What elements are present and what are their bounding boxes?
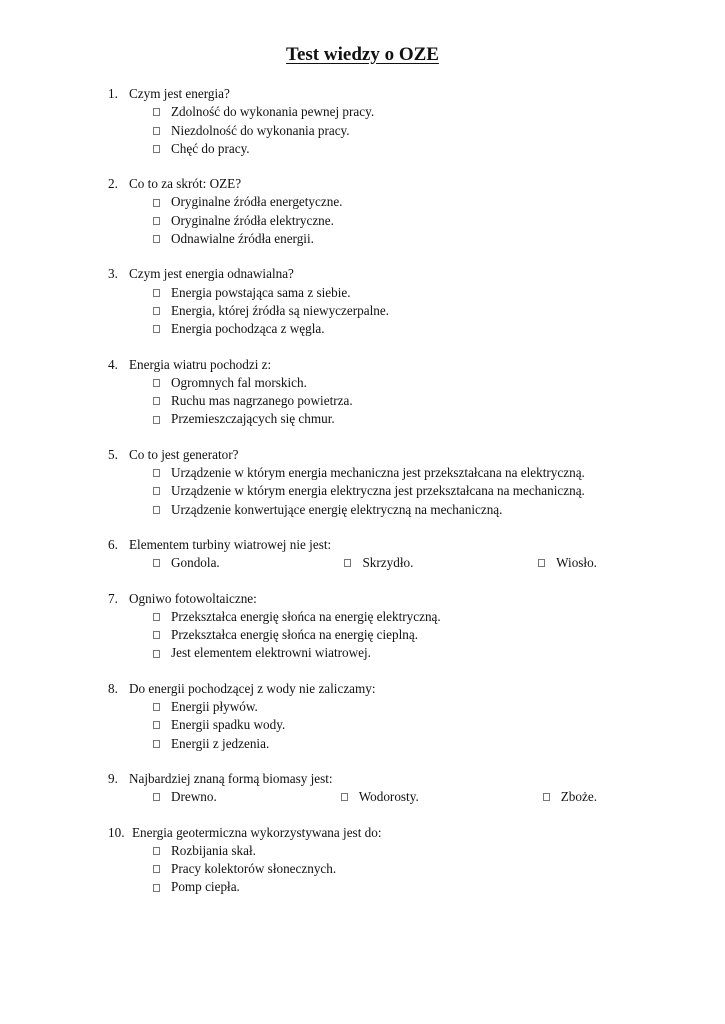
answer-option[interactable] xyxy=(153,482,608,500)
question-6 xyxy=(108,536,608,573)
answer-option[interactable] xyxy=(153,302,608,320)
question-number: 1. xyxy=(108,86,118,101)
answer-text: Jest elementem elektrowni wiatrowej. xyxy=(171,645,371,661)
checkbox[interactable] xyxy=(153,487,160,495)
question-4 xyxy=(108,356,608,429)
checkbox[interactable] xyxy=(153,108,160,116)
answer-option[interactable] xyxy=(153,230,608,248)
question-number: 3. xyxy=(108,266,118,282)
answer-text: Urządzenie konwertujące energię elektryczną na mechaniczną. xyxy=(171,501,503,517)
checkbox[interactable] xyxy=(153,199,160,207)
answer-text: Przekształca energię słońca na energię cieplną. xyxy=(171,627,419,643)
answer-option[interactable] xyxy=(153,626,608,644)
answer-text: Pracy kolektorów słonecznych. xyxy=(171,861,337,877)
checkbox[interactable] xyxy=(538,559,545,567)
checkbox[interactable] xyxy=(153,613,160,621)
answer-text: Energii pływów. xyxy=(171,699,258,715)
answer-option[interactable] xyxy=(341,788,419,806)
checkbox[interactable] xyxy=(153,740,160,748)
answer-text: Urządzenie w którym energia elektryczna jest przekształcana na mechaniczną. xyxy=(171,483,585,499)
answer-text: Energia powstająca sama z siebie. xyxy=(171,284,351,300)
answer-option[interactable] xyxy=(153,410,608,428)
question-number: 7. xyxy=(108,590,118,606)
answer-text: Oryginalne źródła elektryczne. xyxy=(171,212,334,228)
question-1 xyxy=(108,85,608,158)
answer-text: Oryginalne źródła energetyczne. xyxy=(171,194,343,210)
answer-options xyxy=(153,554,597,572)
answer-text: Przemieszczających się chmur. xyxy=(171,411,335,427)
answer-options xyxy=(153,608,608,663)
question-prompt xyxy=(108,356,608,374)
question-text: Co to jest generator? xyxy=(129,446,239,462)
question-8 xyxy=(108,680,608,753)
answer-text: Ogromnych fal morskich. xyxy=(171,374,307,390)
checkbox[interactable] xyxy=(153,650,160,658)
checkbox[interactable] xyxy=(153,289,160,297)
answer-text: Skrzydło. xyxy=(362,555,414,571)
question-3 xyxy=(108,265,608,338)
answer-option[interactable] xyxy=(153,122,608,140)
checkbox[interactable] xyxy=(153,847,160,855)
answer-option[interactable] xyxy=(153,878,608,896)
question-prompt xyxy=(108,446,608,464)
question-text: Czym jest energia? xyxy=(129,86,230,101)
answer-option[interactable] xyxy=(153,284,608,302)
question-text: Energia geotermiczna wykorzystywana jest do: xyxy=(132,824,382,840)
checkbox[interactable] xyxy=(153,884,160,892)
question-text: Najbardziej znaną formą biomasy jest: xyxy=(129,770,333,786)
answer-text: Urządzenie w którym energia mechaniczna jest przekształcana na elektryczną. xyxy=(171,465,585,481)
question-text: Do energii pochodzącej z wody nie zaliczamy: xyxy=(129,680,376,696)
checkbox[interactable] xyxy=(153,721,160,729)
answer-option[interactable] xyxy=(153,392,608,410)
answer-option[interactable] xyxy=(538,554,597,572)
question-number: 5. xyxy=(108,446,118,462)
answer-option[interactable] xyxy=(153,716,608,734)
answer-option[interactable] xyxy=(153,103,608,121)
answer-option[interactable] xyxy=(543,788,597,806)
checkbox[interactable] xyxy=(153,416,160,424)
checkbox[interactable] xyxy=(153,703,160,711)
answer-text: Energii z jedzenia. xyxy=(171,735,270,751)
answer-text: Zboże. xyxy=(560,789,597,805)
checkbox[interactable] xyxy=(153,379,160,387)
checkbox[interactable] xyxy=(153,559,160,567)
answer-option[interactable] xyxy=(153,554,220,572)
question-2 xyxy=(108,175,608,248)
answer-options xyxy=(153,464,608,519)
question-prompt xyxy=(108,770,608,788)
answer-options xyxy=(153,374,608,429)
question-text: Co to za skrót: OZE? xyxy=(129,176,242,192)
question-number: 2. xyxy=(108,176,118,192)
answer-option[interactable] xyxy=(153,501,608,519)
answer-option[interactable] xyxy=(153,698,608,716)
answer-option[interactable] xyxy=(153,788,217,806)
answer-option[interactable] xyxy=(153,320,608,338)
checkbox[interactable] xyxy=(153,325,160,333)
answer-text: Energia pochodząca z węgla. xyxy=(171,321,325,337)
checkbox[interactable] xyxy=(153,397,160,405)
answer-option[interactable] xyxy=(153,374,608,392)
question-5 xyxy=(108,446,608,519)
answer-option[interactable] xyxy=(153,193,608,211)
answer-options xyxy=(153,842,608,897)
checkbox[interactable] xyxy=(344,559,351,567)
question-number: 9. xyxy=(108,770,118,786)
question-text: Ogniwo fotowoltaiczne: xyxy=(129,590,257,606)
question-text: Energia wiatru pochodzi z: xyxy=(129,356,272,372)
question-list xyxy=(108,85,608,914)
answer-text: Wodorosty. xyxy=(358,789,419,805)
answer-text: Zdolność do wykonania pewnej pracy. xyxy=(171,104,375,120)
answer-text: Niezdolność do wykonania pracy. xyxy=(171,122,350,138)
answer-text: Ruchu mas nagrzanego powietrza. xyxy=(171,393,353,409)
answer-text: Pomp ciepła. xyxy=(171,879,240,895)
checkbox[interactable] xyxy=(153,506,160,514)
checkbox[interactable] xyxy=(153,469,160,477)
answer-option[interactable] xyxy=(344,554,413,572)
checkbox[interactable] xyxy=(153,307,160,315)
answer-option[interactable] xyxy=(153,860,608,878)
checkbox[interactable] xyxy=(153,127,160,135)
question-10 xyxy=(108,824,608,897)
question-number: 10. xyxy=(108,824,125,840)
answer-option[interactable] xyxy=(153,608,608,626)
question-9 xyxy=(108,770,608,807)
checkbox[interactable] xyxy=(153,865,160,873)
checkbox[interactable] xyxy=(153,631,160,639)
answer-text: Odnawialne źródła energii. xyxy=(171,231,314,247)
checkbox[interactable] xyxy=(153,793,160,801)
answer-text: Gondola. xyxy=(171,555,220,571)
question-7 xyxy=(108,590,608,663)
question-number: 4. xyxy=(108,356,118,372)
answer-text: Rozbijania skał. xyxy=(171,842,256,858)
answer-option[interactable] xyxy=(153,735,608,753)
answer-option[interactable] xyxy=(153,842,608,860)
answer-text: Wiosło. xyxy=(556,555,597,571)
answer-text: Chęć do pracy. xyxy=(171,140,250,156)
question-prompt xyxy=(108,536,608,554)
question-prompt xyxy=(108,85,608,103)
question-text: Czym jest energia odnawialna? xyxy=(129,266,294,282)
answer-option[interactable] xyxy=(153,644,608,662)
answer-options xyxy=(153,788,597,806)
question-prompt xyxy=(108,175,608,193)
answer-option[interactable] xyxy=(153,464,608,482)
answer-text: Energia, której źródła są niewyczerpalne. xyxy=(171,302,389,318)
answer-options xyxy=(153,193,608,248)
question-prompt xyxy=(108,680,608,698)
checkbox[interactable] xyxy=(543,793,550,801)
question-text: Elementem turbiny wiatrowej nie jest: xyxy=(129,536,332,552)
question-number: 8. xyxy=(108,680,118,696)
answer-options xyxy=(153,103,608,158)
checkbox[interactable] xyxy=(153,217,160,225)
question-prompt xyxy=(108,265,608,283)
answer-text: Energii spadku wody. xyxy=(171,717,286,733)
answer-option[interactable] xyxy=(153,212,608,230)
page-title: Test wiedzy o OZE xyxy=(286,44,439,65)
answer-options xyxy=(153,698,608,753)
question-prompt xyxy=(108,824,608,842)
answer-text: Drewno. xyxy=(171,789,217,805)
checkbox[interactable] xyxy=(341,793,348,801)
checkbox[interactable] xyxy=(153,145,160,153)
answer-options xyxy=(153,284,608,339)
question-prompt xyxy=(108,590,608,608)
answer-text: Przekształca energię słońca na energię elektryczną. xyxy=(171,608,441,624)
checkbox[interactable] xyxy=(153,235,160,243)
answer-option[interactable] xyxy=(153,140,608,158)
question-number: 6. xyxy=(108,536,118,552)
